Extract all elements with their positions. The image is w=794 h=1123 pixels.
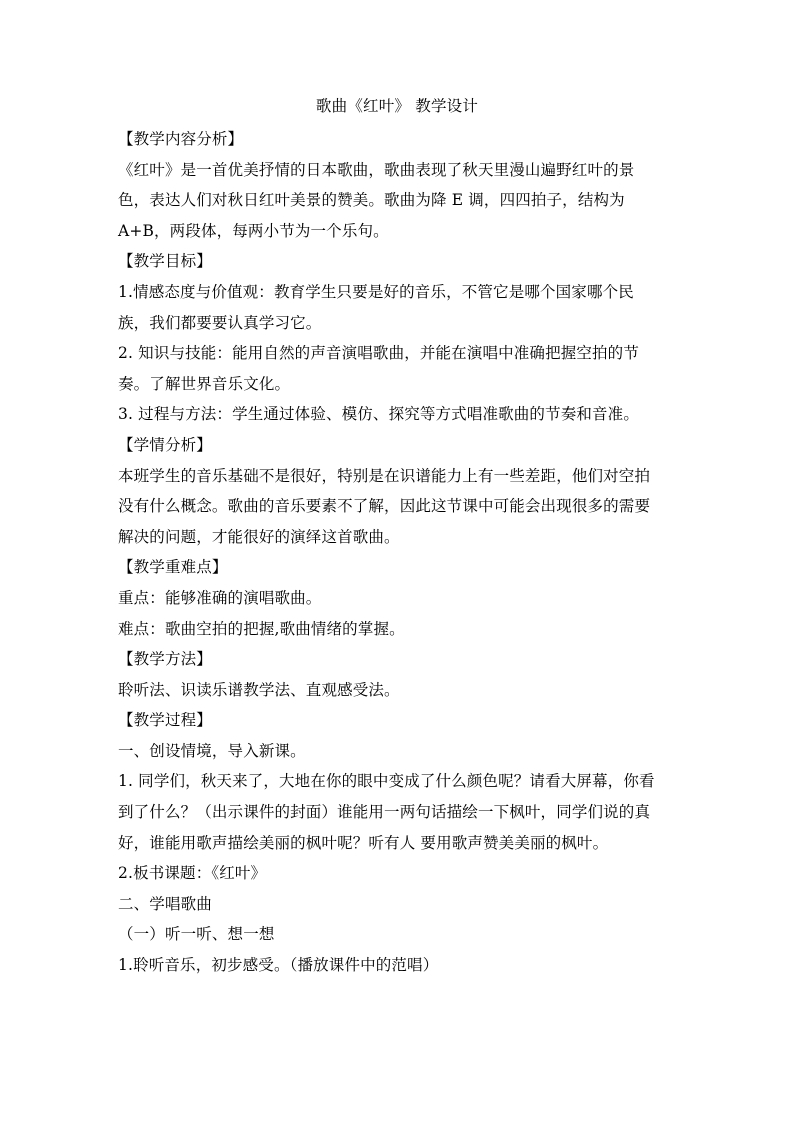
paragraph-line: 族，我们都要要认真学习它。	[118, 313, 322, 332]
paragraph-line: 1. 同学们，秋天来了，大地在你的眼中变成了什么颜色呢？请看大屏幕，你看	[118, 772, 655, 791]
section-heading-teaching-methods: 【教学方法】	[118, 650, 212, 669]
paragraph-line: 1.聆听音乐，初步感受。（播放课件中的范唱）	[118, 956, 439, 975]
paragraph-line: 一、创设情境，导入新课。	[118, 741, 306, 760]
document-body	[118, 124, 678, 981]
paragraph-line: 色，表达人们对秋日红叶美景的赞美。歌曲为降 E 调，四四拍子，结构为	[118, 191, 625, 210]
paragraph-line: 聆听法、识读乐谱教学法、直观感受法。	[118, 680, 400, 699]
paragraph-line: 《红叶》是一首优美抒情的日本歌曲，歌曲表现了秋天里漫山遍野红叶的景	[118, 160, 635, 179]
paragraph-line: 没有什么概念。歌曲的音乐要素不了解，因此这节课中可能会出现很多的需要	[118, 497, 651, 516]
section-heading-teaching-process: 【教学过程】	[118, 711, 212, 730]
paragraph-line: 难点：歌曲空拍的把握,歌曲情绪的掌握。	[118, 619, 405, 638]
paragraph-line: （一）听一听、想一想	[118, 925, 275, 944]
section-heading-content-analysis: 【教学内容分析】	[118, 130, 244, 148]
paragraph-line: 好，谁能用歌声描绘美丽的枫叶呢？听有人 要用歌声赞美美丽的枫叶。	[118, 833, 609, 852]
section-heading-teaching-goals: 【教学目标】	[118, 252, 212, 271]
paragraph-line: 2.板书课题：《红叶》	[118, 864, 267, 883]
paragraph-line: 本班学生的音乐基础不是很好，特别是在识谱能力上有一些差距，他们对空拍	[118, 466, 651, 485]
paragraph-line: 3. 过程与方法：学生通过体验、模仿、探究等方式唱准歌曲的节奏和音准。	[118, 405, 639, 424]
paragraph-line: 2. 知识与技能：能用自然的声音演唱歌曲，并能在演唱中准确把握空拍的节	[118, 344, 639, 363]
section-heading-student-analysis: 【学情分析】	[118, 435, 212, 454]
paragraph-line: 到了什么？（出示课件的封面）谁能用一两句话描绘一下枫叶，同学们说的真	[118, 803, 651, 822]
paragraph-line: 二、学唱歌曲	[118, 894, 212, 913]
paragraph-line: A+B，两段体，每两小节为一个乐句。	[118, 221, 389, 240]
section-heading-key-difficulties: 【教学重难点】	[118, 558, 228, 577]
paragraph-line: 重点：能够准确的演唱歌曲。	[118, 588, 322, 607]
paragraph-line: 奏。了解世界音乐文化。	[118, 374, 291, 393]
document-title: 歌曲《红叶》 教学设计	[315, 97, 479, 115]
paragraph-line: 解决的问题，才能很好的演绎这首歌曲。	[118, 527, 400, 546]
paragraph-line: 1.情感态度与价值观：教育学生只要是好的音乐，不管它是哪个国家哪个民	[118, 282, 634, 301]
